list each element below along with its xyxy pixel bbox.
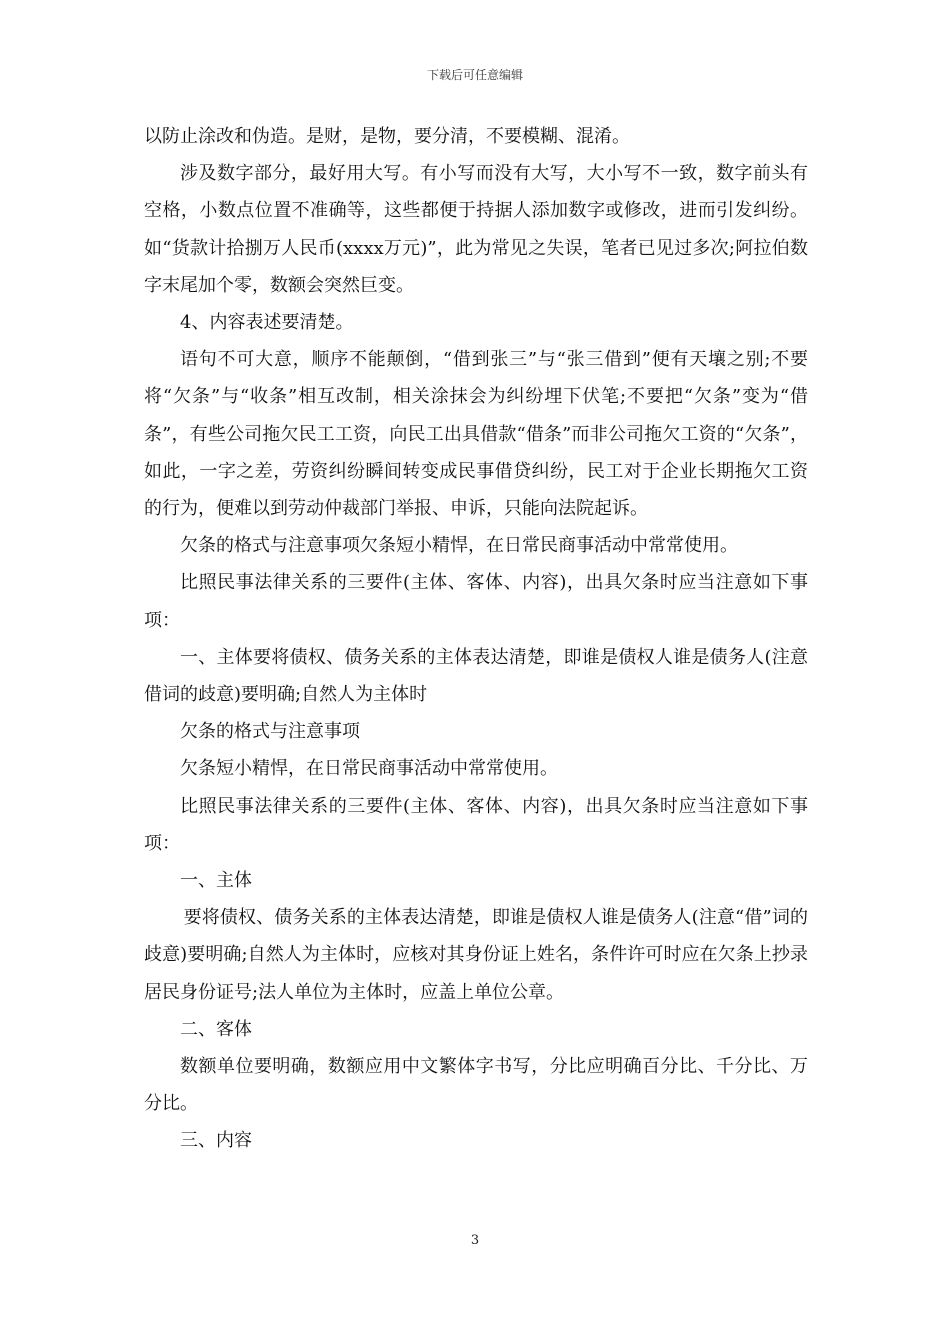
paragraph: 一、主体要将债权、债务关系的主体表达清楚，即谁是债权人谁是债务人(注意借词的歧意)要明确;自然人为主体时 bbox=[144, 646, 808, 706]
paragraph: 欠条的格式与注意事项欠条短小精悍，在日常民商事活动中常常使用。 bbox=[180, 535, 738, 557]
document-body bbox=[144, 118, 808, 1160]
paragraph: 语句不可大意，顺序不能颠倒，“借到张三”与“张三借到”便有天壤之别;不要将“欠条”与“收条”相互改制，相关涂抹会为纠纷埋下伏笔;不要把“欠条”变为“借条”，有些公司拖欠民工工资，向民工出具借款“借条”而非公司拖欠工资的“欠条”，如此，一字之差，劳资纠纷瞬间转变成民事借贷纠纷，民工对于企业长期拖欠工资的行为，便难以到劳动仲裁部门举报、申诉，只能向法院起诉。 bbox=[144, 349, 808, 520]
page-header: 下载后可任意编辑 bbox=[426, 68, 523, 82]
paragraph: 比照民事法律关系的三要件(主体、客体、内容)，出具欠条时应当注意如下事项： bbox=[144, 795, 808, 854]
section-heading: 一、主体 bbox=[180, 870, 252, 892]
page-number: 3 bbox=[470, 1233, 480, 1248]
paragraph: 数额单位要明确，数额应用中文繁体字书写，分比应明确百分比、千分比、万分比。 bbox=[144, 1056, 808, 1115]
paragraph: 以防止涂改和伪造。是财，是物，要分清，不要模糊、混淆。 bbox=[144, 126, 630, 147]
section-heading: 三、内容 bbox=[180, 1130, 252, 1152]
paragraph: 比照民事法律关系的三要件(主体、客体、内容)，出具欠条时应当注意如下事项： bbox=[144, 572, 808, 631]
section-heading: 二、客体 bbox=[180, 1018, 252, 1040]
paragraph: 欠条短小精悍，在日常民商事活动中常常使用。 bbox=[180, 758, 558, 780]
paragraph: 涉及数字部分，最好用大写。有小写而没有大写，大小写不一致，数字前头有空格，小数点位置不准确等，这些都便于持据人添加数字或修改，进而引发纠纷。如“货款计拾捌万人民币(xxxx万元)”，此为常见之失误，笔者已见过多次;阿拉伯数字末尾加个零，数额会突然巨变。 bbox=[144, 163, 808, 296]
section-heading: 4、内容表述要清楚。 bbox=[180, 312, 354, 334]
paragraph: 要将债权、债务关系的主体表达清楚，即谁是债权人谁是债务人(注意“借”词的歧意)要明确;自然人为主体时，应核对其身份证上姓名，条件许可时应在欠条上抄录居民身份证号;法人单位为主体时，应盖上单位公章。 bbox=[144, 907, 808, 1003]
section-heading: 欠条的格式与注意事项 bbox=[180, 721, 360, 743]
